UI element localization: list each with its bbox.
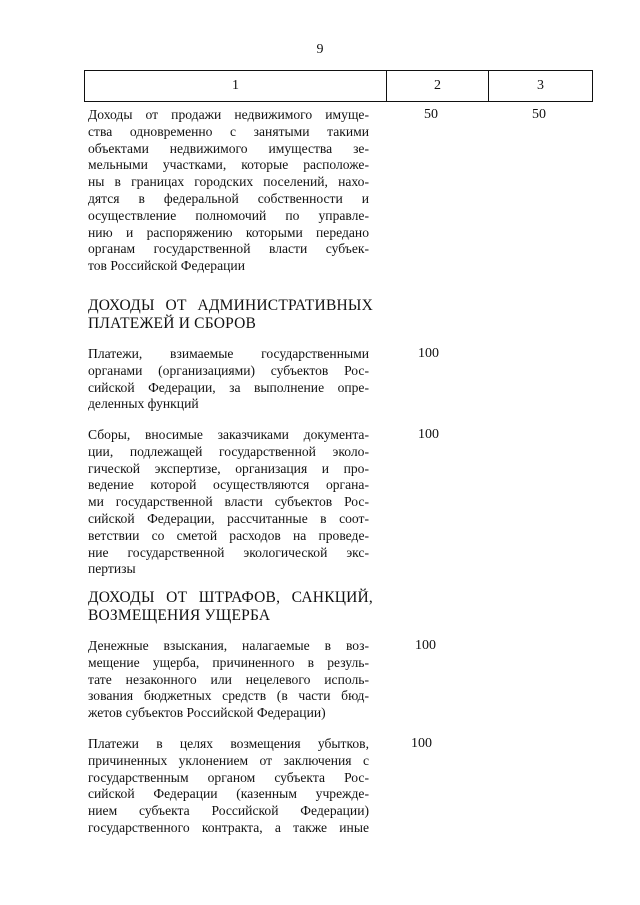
table-header-col-3: 3 [537, 78, 544, 93]
text-line: ции, подлежащей государственной эколо- [88, 443, 369, 459]
revenue-item-text [88, 638, 369, 722]
text-line: объектами недвижимого имущества зе- [88, 140, 369, 156]
heading-line: ПЛАТЕЖЕЙ И СБОРОВ [88, 315, 257, 332]
text-line: дятся в федеральной собственности и [88, 190, 369, 206]
text-line: ны в границах городских поселений, нахо- [88, 174, 369, 190]
text-line: сийской Федерации, за выполнение опре- [88, 379, 369, 395]
value-col-2: 100 [418, 427, 439, 442]
section-heading [88, 589, 373, 625]
text-line: Сборы, вносимые заказчиками документа- [88, 427, 369, 442]
text-line: мельными участками, которые расположе- [88, 157, 369, 173]
revenue-item-text [88, 346, 369, 413]
text-line: тате незаконного или нецелевого исполь- [88, 671, 369, 687]
text-line: деленных функций [88, 396, 199, 412]
value-col-2: 50 [424, 107, 438, 122]
heading-line: ВОЗМЕЩЕНИЯ УЩЕРБА [88, 607, 271, 624]
text-line: причиненных уклонением от заключения с [88, 752, 369, 768]
heading-line: ДОХОДЫ ОТ ШТРАФОВ, САНКЦИЙ, [88, 589, 373, 606]
text-line: органам государственной власти субъек- [88, 241, 369, 257]
text-line: жетов субъектов Российской Федерации) [88, 705, 326, 721]
text-line: нию и распоряжению которыми передано [88, 224, 369, 240]
text-line: осуществление полномочий по управле- [88, 207, 369, 223]
text-line: Денежные взыскания, налагаемые в воз- [88, 638, 369, 653]
text-line: органами (организациями) субъектов Рос- [88, 362, 369, 378]
text-line: ведение которой осуществляются органа- [88, 477, 369, 493]
text-line: государственного контракта, а также иные [88, 819, 369, 835]
text-line: нием субъекта Российской Федерации) [88, 803, 369, 819]
value-col-2: 100 [418, 346, 439, 361]
text-line: Платежи, взимаемые государственными [88, 346, 369, 361]
section-heading [88, 297, 373, 333]
table-header-col-2: 2 [387, 71, 489, 101]
heading-line: ДОХОДЫ ОТ АДМИНИСТРАТИВНЫХ [88, 297, 373, 314]
text-line: сийской Федерации, рассчитанные в соот- [88, 510, 369, 526]
revenue-item-text [88, 736, 369, 837]
text-line: зования бюджетных средств (в части бюд- [88, 688, 369, 704]
revenue-item-text [88, 107, 369, 275]
revenue-item-text [88, 427, 369, 578]
text-line: ми государственной власти субъектов Рос- [88, 494, 369, 510]
text-line: Доходы от продажи недвижимого имуще- [88, 107, 369, 122]
text-line: ние государственной экологической экс- [88, 544, 369, 560]
text-line: государственным органом субъекта Рос- [88, 769, 369, 785]
value-col-3: 50 [532, 107, 546, 122]
text-line: сийской Федерации (казенным учрежде- [88, 786, 369, 802]
text-line: мещение ущерба, причиненного в резуль- [88, 654, 369, 670]
text-line: пертизы [88, 561, 136, 577]
text-line: ства одновременно с занятыми такими [88, 123, 369, 139]
table-header-col-1: 1 [85, 71, 387, 101]
value-col-2: 100 [411, 736, 432, 751]
text-line: ветствии со сметой расходов на проведе- [88, 527, 369, 543]
text-line: Платежи в целях возмещения убытков, [88, 736, 369, 751]
text-line: гической экспертизе, организация и про- [88, 460, 369, 476]
value-col-2: 100 [415, 638, 436, 653]
page-number: 9 [316, 42, 324, 57]
table-header-row [84, 70, 593, 102]
text-line: тов Российской Федерации [88, 258, 245, 274]
